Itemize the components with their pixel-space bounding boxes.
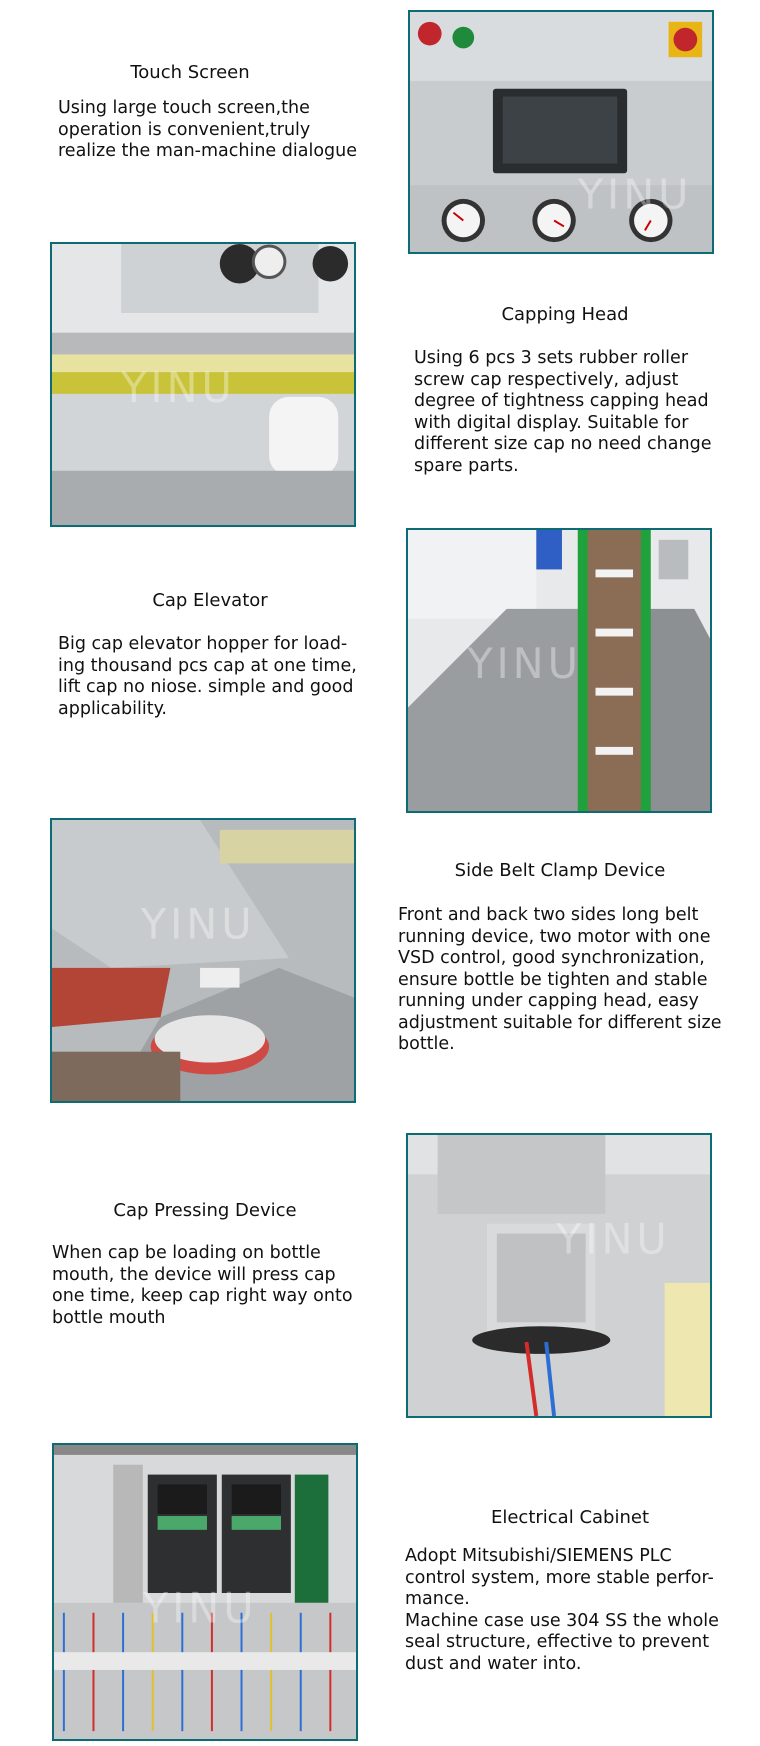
section-desc-cap-pressing: When cap be loading on bottle mouth, the device will press cap one time, keep cap right way onto bottle mouth <box>52 1243 353 1328</box>
touch-screen-photo <box>408 10 714 254</box>
section-title-electrical-cabinet: Electrical Cabinet <box>490 1507 650 1528</box>
section-desc-side-belt-clamp: Front and back two sides long belt running device, two motor with one VSD control, good synchronization, ensure bottle be tighten and stable running under capping head, easy adjustment suitable for different size bottle. <box>398 905 722 1054</box>
red-button-icon <box>418 22 442 46</box>
watermark: YINU <box>577 170 693 219</box>
emergency-stop-icon <box>674 28 698 52</box>
section-title-cap-elevator: Cap Elevator <box>152 590 268 611</box>
section-desc-cap-elevator: Big cap elevator hopper for load- ing thousand pcs cap at one time, lift cap no niose. simple and good applicability. <box>58 634 357 719</box>
capping-head-photo <box>50 242 356 527</box>
side-belt-clamp-photo <box>50 818 356 1103</box>
section-title-cap-pressing: Cap Pressing Device <box>113 1200 297 1221</box>
watermark: YINU <box>140 900 256 949</box>
section-title-side-belt-clamp: Side Belt Clamp Device <box>454 860 666 881</box>
watermark: YINU <box>467 639 582 688</box>
section-title-touch-screen: Touch Screen <box>130 62 250 83</box>
watermark: YINU <box>142 1584 258 1633</box>
watermark: YINU <box>556 1215 671 1264</box>
cap-elevator-photo <box>406 528 712 813</box>
green-button-icon <box>452 27 474 49</box>
section-desc-electrical-cabinet: Adopt Mitsubishi/SIEMENS PLC control system, more stable perfor- mance. Machine case use 304 SS the whole seal structure, effective to prevent dust and water into. <box>405 1546 719 1674</box>
section-desc-capping-head: Using 6 pcs 3 sets rubber roller screw cap respectively, adjust degree of tightness capping head with digital display. Suitable for different size cap no need change spare parts. <box>414 348 712 476</box>
section-title-capping-head: Capping Head <box>501 304 629 325</box>
watermark: YINU <box>121 363 236 412</box>
electrical-cabinet-photo <box>52 1443 358 1741</box>
cap-pressing-photo <box>406 1133 712 1418</box>
section-desc-touch-screen: Using large touch screen,the operation is convenient,truly realize the man-machine dialogue <box>58 98 357 161</box>
